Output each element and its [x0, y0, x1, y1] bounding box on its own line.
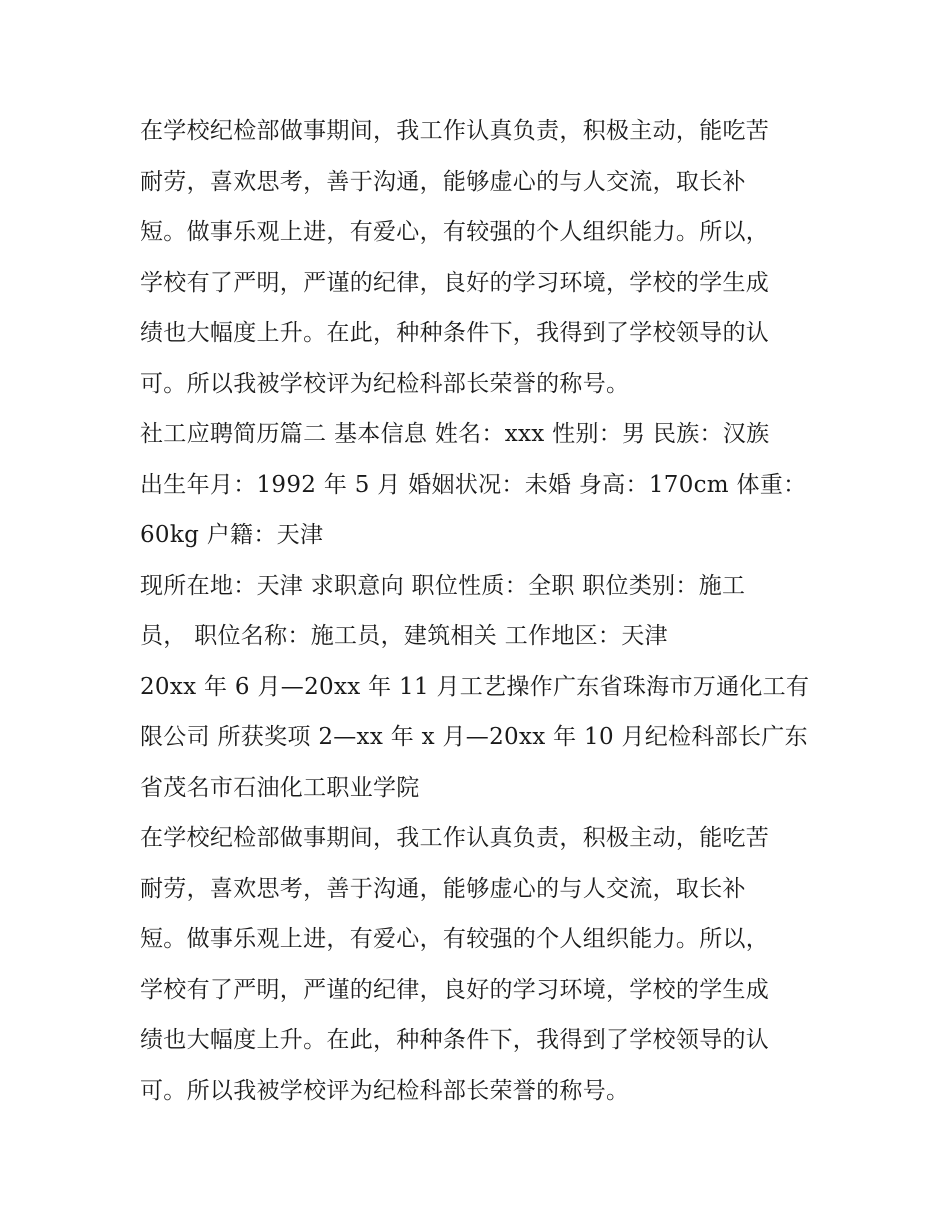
text-line: 在学校纪检部做事期间，我工作认真负责，积极主动，能吃苦 [140, 118, 770, 144]
text-line: 短。做事乐观上进，有爱心，有较强的个人组织能力。所以， [140, 219, 770, 245]
text-line: 短。做事乐观上进，有爱心，有较强的个人组织能力。所以， [140, 926, 770, 952]
text-line: 省茂名市石油化工职业学院 [140, 774, 420, 801]
text-line: 现所在地：天津 求职意向 职位性质：全职 职位类别：施工 [140, 572, 746, 599]
text-line: 学校有了严明，严谨的纪律，良好的学习环境，学校的学生成 [140, 269, 770, 296]
text-line: 限公司 所获奖项 2—xx 年 x 月—20xx 年 10 月纪检科部长广东 [140, 724, 808, 750]
text-line: 耐劳，喜欢思考，善于沟通，能够虚心的与人交流，取长补 [140, 875, 746, 902]
document-text-body [140, 106, 830, 1116]
text-line: 绩也大幅度上升。在此，种种条件下，我得到了学校领导的认 [140, 320, 770, 346]
text-line: 社工应聘简历篇二 基本信息 姓名：xxx 性别：男 民族：汉族 [140, 421, 770, 447]
text-line: 员， 职位名称：施工员，建筑相关 工作地区：天津 [140, 623, 668, 649]
text-line: 出生年月：1992 年 5 月 婚姻状况：未婚 身高：170cm 体重： [140, 471, 807, 498]
text-line: 绩也大幅度上升。在此，种种条件下，我得到了学校领导的认 [140, 1027, 770, 1053]
text-line: 60kg 户籍：天津 [140, 522, 324, 548]
text-line: 耐劳，喜欢思考，善于沟通，能够虚心的与人交流，取长补 [140, 168, 746, 195]
text-line: 20xx 年 6 月—20xx 年 11 月工艺操作广东省珠海市万通化工有 [140, 673, 810, 700]
text-line: 学校有了严明，严谨的纪律，良好的学习环境，学校的学生成 [140, 976, 770, 1003]
text-line: 在学校纪检部做事期间，我工作认真负责，积极主动，能吃苦 [140, 825, 770, 851]
text-line: 可。所以我被学校评为纪检科部长荣誉的称号。 [140, 1077, 630, 1104]
text-line: 可。所以我被学校评为纪检科部长荣誉的称号。 [140, 370, 630, 397]
